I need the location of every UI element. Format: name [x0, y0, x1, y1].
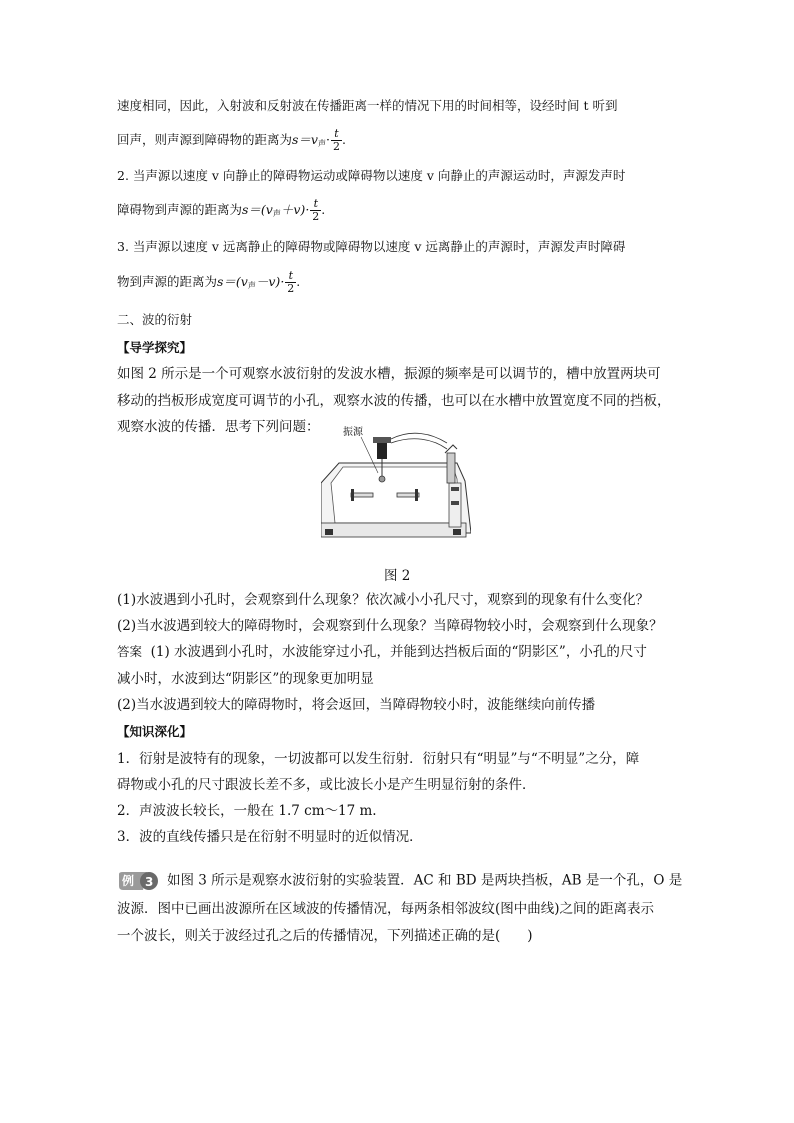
example-badge-text: 例 [122, 874, 135, 888]
p1-line2-prefix: 回声，则声源到障碍物的距离为 [117, 132, 293, 147]
p1-line2: 回声，则声源到障碍物的距离为$s=v_声\cdot$ $\frac{t}{2}$ . [117, 127, 346, 153]
guide-text-1: 如图 2 所示是一个可观察水波衍射的发波水槽，振源的频率是可以调节的，槽中放置两块可 [117, 366, 661, 382]
p1-sub: 声 [318, 139, 326, 148]
vibrator-label: 振源 [343, 427, 363, 438]
guide-text-2: 移动的挡板形成宽度可调节的小孔，观察水波的传播，也可以在水槽中放置宽度不同的挡板， [117, 393, 671, 409]
p2-line2-prefix: 障碍物到声源的距离为 [117, 202, 243, 217]
ripple-tank-drawing [321, 423, 471, 553]
knowledge-line-2: 碍物或小孔的尺寸跟波长差不多，或比波长小是产生明显衍射的条件． [117, 777, 536, 793]
answer-line-3: (2)当水波遇到较大的障碍物时，将会返回，当障碍物较小时，波能继续向前传播 [117, 697, 596, 713]
p1-line1: 速度相同，因此，入射波和反射波在传播距离一样的情况下用的时间相等，设经时间 t 听到 [117, 98, 618, 113]
example-line-2: 波源．图中已画出波源所在区域波的传播情况，每两条相邻波纹(图中曲线)之间的距离表示 [117, 901, 655, 917]
ripple-tank-figure [321, 423, 471, 553]
p3-fraction: $\frac{t}{2}$ [287, 269, 295, 295]
example-line-1: 例 3 如图 3 所示是观察水波衍射的实验装置．AC 和 BD 是两块挡板，AB 是一个孔，O 是 [117, 870, 682, 892]
example-badge-number: 3 [145, 875, 154, 889]
example-line-3: 一个波长，则关于波经过孔之后的传播情况，下列描述正确的是( ) [117, 928, 533, 944]
knowledge-line-3: 2．声波波长较长，一般在 1.7 cm～17 m. [117, 803, 377, 819]
p1-fraction: $\frac{t}{2}$ [332, 127, 340, 153]
question-1: (1)水波遇到小孔时，会观察到什么现象？依次减小小孔尺寸，观察到的现象有什么变化？ [117, 592, 650, 608]
p1-formula: s＝v [292, 132, 318, 147]
answer-line-2: 减小时，水波到达“阴影区”的现象更加明显 [117, 671, 374, 687]
knowledge-line-4: 3．波的直线传播只是在衍射不明显时的近似情况． [117, 829, 423, 845]
knowledge-line-1: 1．衍射是波特有的现象，一切波都可以发生衍射．衍射只有“明显”与“不明显”之分，障 [117, 751, 640, 767]
figure-caption: 图 2 [384, 568, 411, 584]
p3-line2: 物到声源的距离为$s=(v_声-v)\cdot$ $\frac{t}{2}$ . [117, 269, 301, 295]
example-badge [117, 870, 161, 892]
guide-heading: 【导学探究】 [117, 340, 193, 355]
question-2: (2)当水波遇到较大的障碍物时，会观察到什么现象？当障碍物较小时，会观察到什么现象？ [117, 618, 663, 634]
section2-title: 二、波的衍射 [117, 312, 193, 327]
p3-line2-prefix: 物到声源的距离为 [117, 274, 218, 289]
answer-line-1: 答案 (1) 水波遇到小孔时，水波能穿过小孔，并能到达挡板后面的“阴影区”，小孔的尺寸 [117, 644, 647, 660]
p2-line2: 障碍物到声源的距离为$s=(v_声+v)\cdot$ $\frac{t}{2}$ . [117, 197, 326, 223]
knowledge-heading: 【知识深化】 [117, 724, 193, 739]
p2-line1: 2. 当声源以速度 v 向静止的障碍物运动或障碍物以速度 v 向静止的声源运动时，声源发声时 [117, 168, 626, 183]
guide-text-3: 观察水波的传播．思考下列问题： [117, 419, 320, 435]
p3-line1: 3. 当声源以速度 v 远离静止的障碍物或障碍物以速度 v 远离静止的声源时，声源发声时障碍 [117, 239, 626, 254]
answer-label: 答案 [117, 644, 143, 659]
p2-fraction: $\frac{t}{2}$ [312, 197, 320, 223]
